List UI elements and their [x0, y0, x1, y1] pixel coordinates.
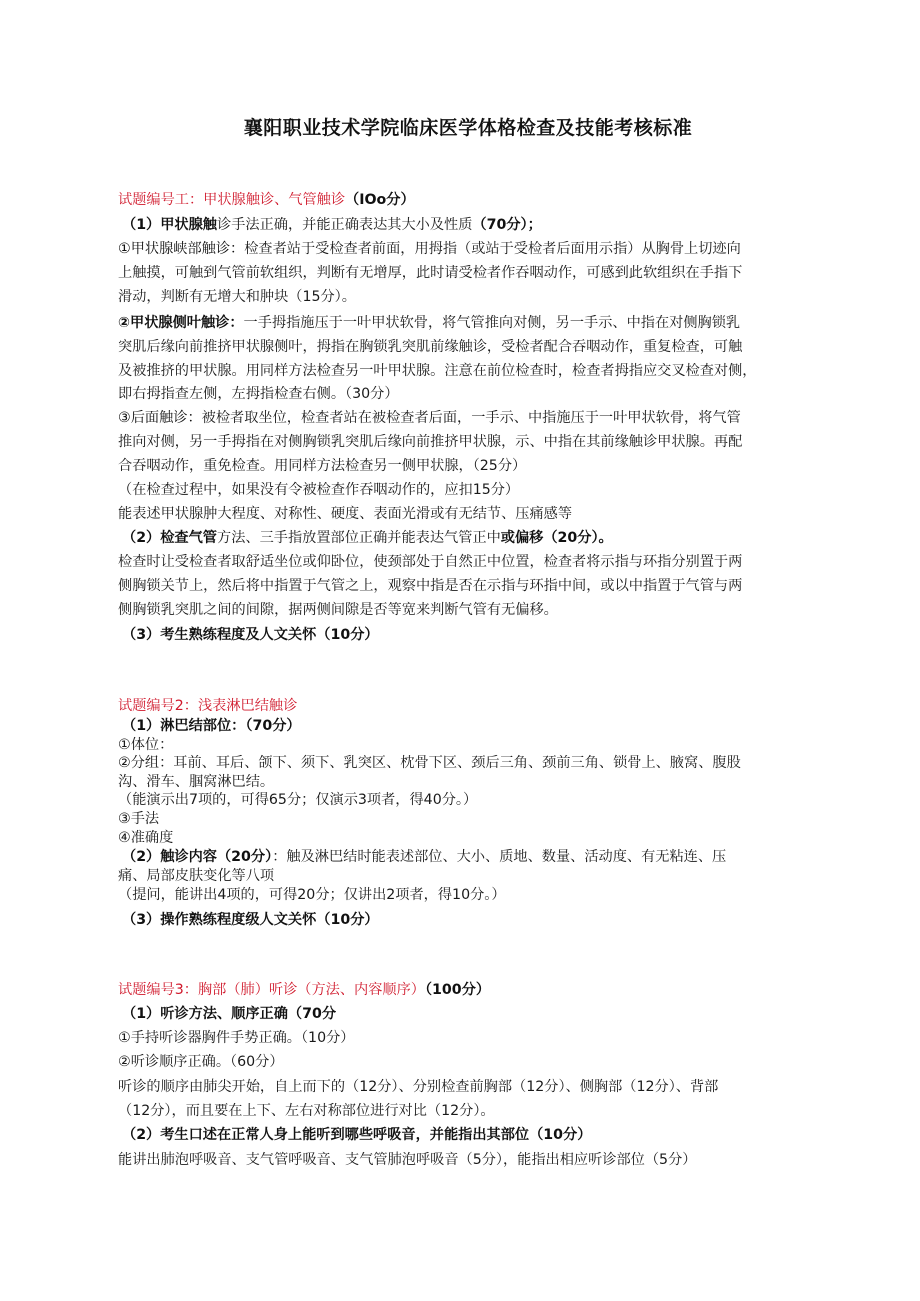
q1-p2-line1: 检查时让受检查者取舒适坐位或仰卧位，使颈部处于自然正中位置，检查者将示指与环指分别置于两: [118, 554, 743, 570]
q1-part2: （2）检查气管方法、三手指放置部位正确并能表达气管正中或偏移（20分）。: [122, 530, 613, 546]
q3-item2: ②听诊顺序正确。（60分）: [118, 1054, 284, 1070]
q1-s3-line2: 推向对侧，另一手拇指在对侧胸锁乳突肌后缘向前推挤甲状腺，示、中指在其前缘触诊甲状腺。再配: [118, 434, 743, 450]
q1-describe: 能表述甲状腺肿大程度、对称性、硬度、表面光滑或有无结节、压痛感等: [118, 506, 573, 522]
q3-item1: ①手持听诊器胸件手势正确。（10分）: [118, 1030, 355, 1046]
q2-heading: 试题编号2：浅表淋巴结触诊: [118, 698, 298, 714]
q1-s1-line3: 滑动，判断有无增大和肿块（15分）。: [118, 289, 356, 305]
q1-s1-line1: ①甲状腺峡部触诊：检查者站于受检查者前面，用拇指（或站于受检者后面用示指）从胸骨上切迹向: [118, 241, 741, 257]
q3-item2-line1: 听诊的顺序由肺尖开始，自上而下的（12分）、分别检查前胸部（12分）、侧胸部（12分）、背部: [118, 1079, 719, 1095]
q3-score: （100分）: [424, 982, 491, 998]
q2-item3: ③手法: [118, 811, 160, 827]
q2-part2: （2）触诊内容（20分）：触及淋巴结时能表述部位、大小、质地、数量、活动度、有无粘连、压: [122, 849, 727, 865]
q1-p2-line3: 侧胸锁乳突肌之间的间隙，据两侧间隙是否等宽来判断气管有无偏移。: [118, 602, 558, 618]
q1-s2-line2: 突肌后缘向前推挤甲状腺侧叶，拇指在胸锁乳突肌前缘触诊，受检者配合吞咽动作，重复检查，可触: [118, 339, 743, 355]
q1-part3: （3）考生熟练程度及人文关怀（10分）: [122, 627, 379, 643]
q3-item2-line2: （12分），而且要在上下、左右对称部位进行对比（12分）。: [118, 1103, 495, 1119]
q2-part3: （3）操作熟练程度级人文关怀（10分）: [122, 912, 379, 928]
q1-score: （IOo分）: [345, 192, 415, 208]
q2-item2-line2: 沟、滑车、腘窝淋巴结。: [118, 774, 275, 790]
q1-s1-line2: 上触摸，可触到气管前软组织，判断有无增厚，此时请受检者作吞咽动作，可感到此软组织在手指下: [118, 265, 743, 281]
q2-item4: ④准确度: [118, 830, 174, 846]
q3-heading-line: [118, 980, 490, 1000]
q1-s3-line3: 合吞咽动作，重免检查。用同样方法检查另一侧甲状腺，（25分）: [118, 458, 527, 474]
q1-note: （在检查过程中，如果没有令被检查作吞咽动作的，应扣15分）: [118, 482, 520, 498]
q2-part2-line2: 痛、局部皮肤变化等八项: [118, 868, 275, 884]
q2-part1: （1）淋巴结部位：（70分）: [122, 718, 301, 734]
q3-heading: 试题编号3：胸部（肺）听诊（方法、内容顺序）: [118, 982, 425, 998]
q2-item1: ①体位：: [118, 737, 174, 753]
q1-s2-line3: 及被推挤的甲状腺。用同样方法检查另一叶甲状腺。注意在前位检查时，检查者拇指应交叉检查对侧，: [118, 363, 757, 379]
q1-s2-line4: 即右拇指查左侧，左拇指检查右侧。（30分）: [118, 386, 399, 402]
q3-part1: （1）听诊方法、顺序正确（70分: [122, 1006, 337, 1022]
q2-item2-note: （能演示出7项的，可得65分；仅演示3项者，得40分。）: [118, 792, 478, 808]
q1-part1: （1）甲状腺触诊手法正确，并能正确表达其大小及性质（70分）；: [122, 217, 542, 233]
q1-heading: 试题编号工：甲状腺触诊、气管触诊: [118, 192, 346, 208]
q1-heading-line: [118, 190, 415, 210]
q2-part2-note: （提问，能讲出4项的，可得20分；仅讲出2项者，得10分。）: [118, 887, 506, 903]
document-title: 襄阳职业技术学院临床医学体格检查及技能考核标准: [243, 117, 693, 139]
q3-part2-line1: 能讲出肺泡呼吸音、支气管呼吸音、支气管肺泡呼吸音（5分），能指出相应听诊部位（5分）: [118, 1152, 697, 1168]
q1-s2-line1: ②甲状腺侧叶触诊：一手拇指施压于一叶甲状软骨，将气管推向对侧，另一手示、中指在对侧胸锁乳: [118, 315, 741, 331]
q1-p2-line2: 侧胸锁关节上，然后将中指置于气管之上，观察中指是否在示指与环指中间，或以中指置于气管与两: [118, 578, 743, 594]
q3-part2: （2）考生口述在正常人身上能听到哪些呼吸音，并能指出其部位（10分）: [122, 1127, 592, 1143]
q1-s3-line1: ③后面触诊：被检者取坐位，检查者站在被检查者后面，一手示、中指施压于一叶甲状软骨，将气管: [118, 410, 741, 426]
q2-item2-line1: ②分组：耳前、耳后、颌下、须下、乳突区、枕骨下区、颈后三角、颈前三角、锁骨上、腋窝、腹股: [118, 755, 741, 771]
